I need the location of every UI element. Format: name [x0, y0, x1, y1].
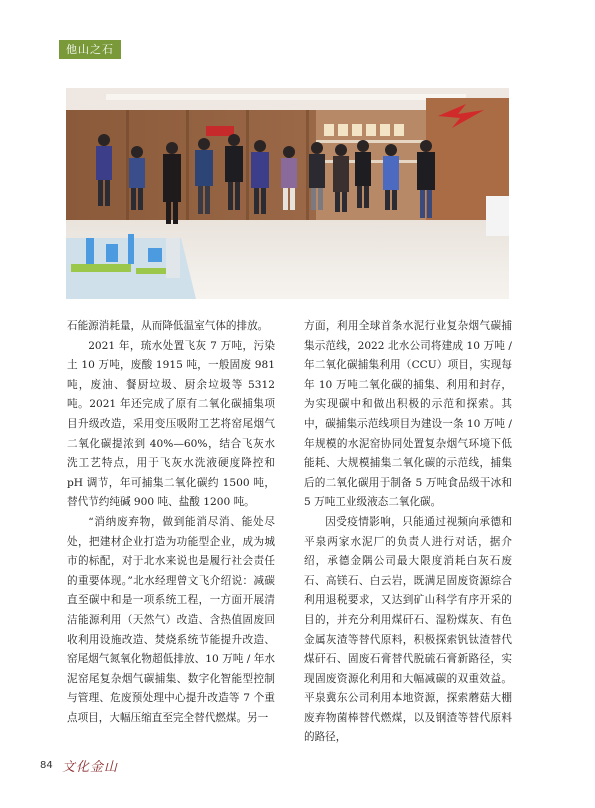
group-photo-illustration — [66, 88, 509, 299]
paragraph: 石能源消耗量，从而降低温室气体的排放。 — [67, 320, 269, 332]
left-text-column — [67, 317, 275, 728]
paragraph: “消纳废弃物，做到能消尽消、能处尽处，把建材企业打造为功能型企业，成为城市的标配，对于北水来说也是履行社会责任的重要体现。”北水经理曾文飞介绍说：减碳直至碳中和是一项系统工程，一方面开展清洁能源利用（天然气）改造、含热值固废回收利用设施改造、焚烧系统节能提升改造、窑尾烟气氮氧化物超低排放、10 万吨 / 年水泥窑尾复杂烟气碳捕集、数字化智能型控制与管理、危废预处理中心提升改造等 7 个重点项目，大幅压缩直至完全替代燃煤。另一 — [67, 515, 275, 724]
section-tab: 他山之石 — [59, 40, 121, 59]
group-photo — [66, 88, 509, 299]
paragraph: 因受疫情影响，只能通过视频向承德和平泉两家水泥厂的负责人进行对话，据介绍，承德金隅公司最大限度消耗白灰石废石、高镁石、白云岩，既满足固废资源综合利用退税要求，又达到矿山科学有序开采的目的，并充分利用煤矸石、湿粉煤灰、有色金属灰渣等替代原料，积极探索钒钛渣替代煤矸石、固废石膏替代脱硫石膏新路径，实现固废资源化利用和大幅减碳的双重效益。平泉冀东公司利用本地资源，探索蘑菇大棚废弃物菌棒替代燃煤，以及钢渣等替代原料的路径， — [304, 515, 512, 744]
right-text-column — [304, 317, 512, 748]
paragraph: 方面，利用全球首条水泥行业复杂烟气碳捕集示范线，2022 北水公司将建成 10 万吨 / 年二氧化碳捕集利用（CCU）项目，实现每年 10 万吨二氧化碳的捕集、利用和封存，为实现碳中和做出积极的示范和探索。其中，碳捕集示范线项目为建设一条 10 万吨 / 年规模的水泥窑协同处置复杂烟气环境下低能耗、大规模捕集二氧化碳的示范线，捕集后的二氧化碳用于制备 5 万吨食品级干冰和 5 万吨工业级液态二氧化碳。 — [304, 320, 512, 509]
magazine-brand-logo: 文化金山 — [62, 760, 119, 775]
paragraph: 2021 年，琉水处置飞灰 7 万吨，污染土 10 万吨，废酸 1915 吨，一般固废 981 吨，废油、餐厨垃圾、厨余垃圾等 5312 吨。2021 年还完成了原有二氧化碳捕集项目升级改造，采用变压吸附工艺将窑尾烟气二氧化碳提浓到 40%—60%，结合飞灰水洗工艺特点，用于飞灰水洗液硬度降控和 pH 调节，年可捕集二氧化碳约 1500 吨，替代节约纯碱 900 吨、盐酸 1200 吨。 — [67, 339, 275, 509]
page-number: 84 — [40, 760, 53, 771]
